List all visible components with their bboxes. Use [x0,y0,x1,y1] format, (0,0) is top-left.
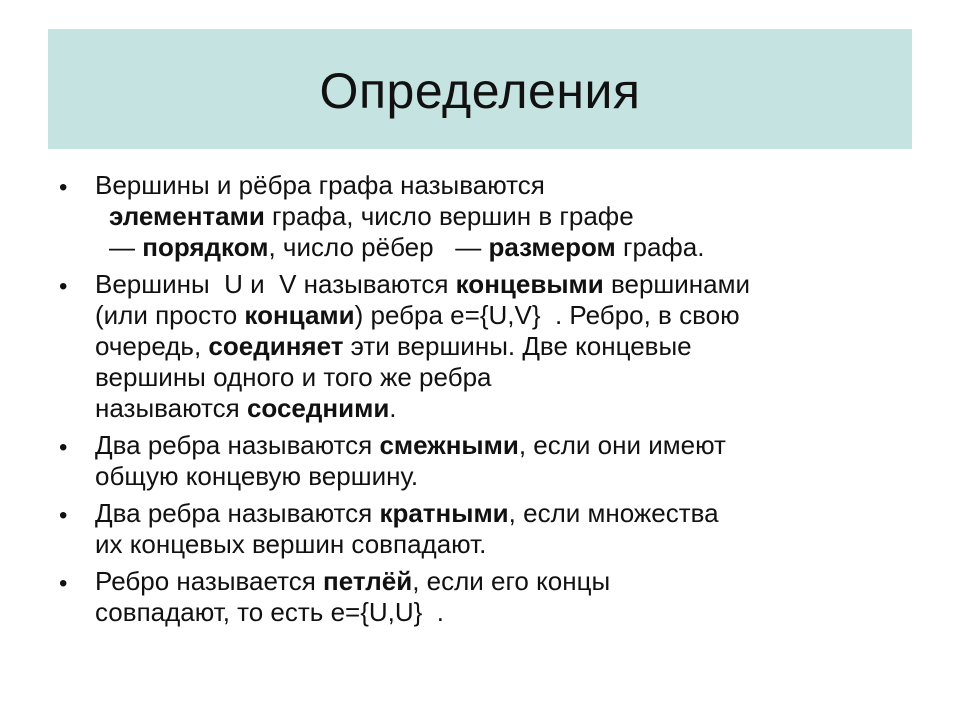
bullet-line [95,498,915,529]
bullet-marker: • [59,273,68,300]
bullet-marker: • [59,434,68,461]
bullet-item [55,498,915,560]
bullet-item [55,566,915,628]
bold-term: элементами [109,201,265,231]
text-segment: . [389,393,397,423]
text-segment: , число рёбер — [268,232,489,262]
title-bar [48,29,912,149]
text-segment: Два ребра называются [95,498,380,528]
bold-term: смежными [379,430,519,460]
text-segment: графа, число вершин в графе [264,201,634,231]
text-segment: вершины одного и того же ребра [95,362,492,392]
bullet-line [95,566,915,597]
bold-term: размером [488,232,616,262]
bullet-line [95,300,915,331]
bullet-line [95,362,915,393]
bullet-line [95,170,915,201]
bullet-line [95,461,915,492]
bold-term: порядком [142,232,269,262]
text-segment: Вершины и рёбра графа называются [95,170,545,200]
bold-term: кратными [379,498,509,528]
bullet-line [95,331,915,362]
text-segment: , если его концы [412,566,611,596]
bold-term: петлёй [323,566,413,596]
text-segment: графа. [615,232,705,262]
bullet-line [95,597,915,628]
text-segment: , если множества [508,498,719,528]
bullet-list [55,170,915,634]
text-segment: Ребро называется [95,566,324,596]
bold-term: концевыми [455,269,604,299]
slide-title: Определения [319,63,641,119]
bold-term: соседними [246,393,390,423]
bullet-line [95,393,915,424]
text-segment: Два ребра называются [95,430,380,460]
text-segment: эти вершины. Две концевые [343,331,692,361]
text-segment: общую концевую вершину. [95,461,419,491]
text-segment: их концевых вершин совпадают. [95,529,487,559]
text-segment: совпадают, то есть e={U,U} . [95,597,445,627]
text-segment: (или просто [95,300,245,330]
text-segment: называются [95,393,247,423]
bullet-line [95,529,915,560]
bullet-marker: • [59,174,68,201]
bullet-line [95,269,915,300]
bullet-item [55,170,915,263]
bold-term: концами [244,300,355,330]
bullet-item [55,430,915,492]
bold-term: соединяет [208,331,344,361]
text-segment: очередь, [95,331,209,361]
text-segment: Вершины U и V называются [95,269,456,299]
text-segment: — [109,232,143,262]
text-segment: ) ребра e={U,V} . Ребро, в свою [354,300,740,330]
bullet-line [95,430,915,461]
text-segment: , если они имеют [518,430,726,460]
text-segment: вершинами [603,269,751,299]
bullet-marker: • [59,502,68,529]
bullet-line [95,201,915,232]
bullet-line [95,232,915,263]
bullet-item [55,269,915,424]
bullet-marker: • [59,570,68,597]
